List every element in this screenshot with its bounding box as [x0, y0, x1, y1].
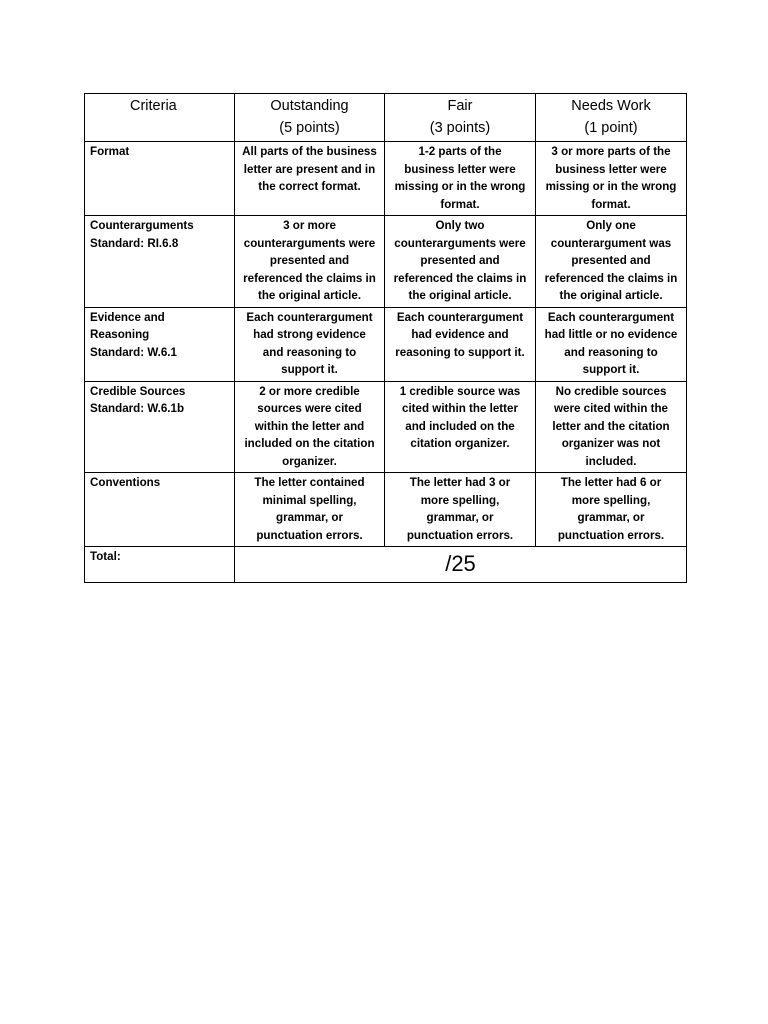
fair-text-line: missing or in the wrong [394, 180, 526, 193]
fair-text-line: Each counterargument [396, 310, 524, 324]
fair-text-line: 1-2 parts of the [418, 145, 502, 158]
needs-work-text-line: the original article. [559, 289, 663, 302]
needs-work-cell [536, 381, 687, 473]
needs-work-text-line: No credible sources [555, 384, 667, 398]
outstanding-text-line: and reasoning to [262, 345, 357, 359]
fair-text-line: citation organizer. [410, 437, 510, 450]
outstanding-text-line: organizer. [282, 454, 337, 468]
needs-work-text-line: organizer was not [561, 437, 661, 450]
outstanding-cell [235, 142, 385, 216]
fair-cell [385, 381, 536, 473]
needs-work-text-line: 3 or more parts of the [551, 145, 671, 158]
needs-work-text-line: were cited within the [553, 402, 669, 415]
criteria-text-line: Reasoning [90, 328, 150, 341]
fair-cell [385, 307, 536, 381]
total-label: Total: [85, 547, 235, 583]
fair-text-line: had evidence and [411, 328, 509, 341]
criteria-text-line: Format [90, 145, 130, 158]
outstanding-text-line: 3 or more [283, 219, 336, 232]
rubric-row [85, 307, 687, 381]
needs-work-cell [536, 473, 687, 547]
outstanding-text-line: sources were cited [257, 402, 362, 415]
needs-work-text-line: more spelling, [571, 493, 651, 507]
fair-text-line: presented and [420, 254, 500, 267]
fair-text-line: cited within the letter [402, 402, 518, 415]
outstanding-text-line: support it. [281, 363, 338, 376]
rubric-row [85, 473, 687, 547]
fair-text-line: counterarguments were [394, 236, 526, 250]
outstanding-text-line: the correct format. [258, 180, 361, 193]
needs-work-text-line: presented and [571, 254, 651, 267]
criteria-text-line: Credible Sources [90, 384, 186, 398]
fair-text-line: business letter were [404, 162, 516, 176]
header-outstanding: Outstanding (5 points) [235, 94, 385, 142]
needs-work-text-line: punctuation errors. [557, 528, 665, 542]
needs-work-text-line: missing or in the wrong [545, 180, 677, 193]
outstanding-text-line: punctuation errors. [256, 528, 363, 542]
needs-work-text-line: and reasoning to [564, 345, 658, 359]
outstanding-text-line: 2 or more credible [259, 384, 360, 398]
criteria-cell [85, 473, 235, 547]
fair-text-line: the original article. [408, 289, 512, 302]
criteria-cell [85, 216, 235, 308]
outstanding-text-line: Each counterargument [246, 310, 373, 324]
needs-work-cell [536, 216, 687, 308]
rubric-row [85, 216, 687, 308]
header-fair: Fair (3 points) [385, 94, 536, 142]
criteria-text-line: Counterarguments [90, 219, 194, 232]
needs-work-text-line: Only one [586, 219, 636, 232]
header-criteria: Criteria [85, 94, 235, 142]
needs-work-text-line: letter and the citation [552, 419, 670, 433]
criteria-text-line: Standard: RI.6.8 [90, 236, 179, 250]
outstanding-text-line: grammar, or [275, 511, 343, 524]
criteria-text-line: Standard: W.6.1 [90, 345, 177, 359]
fair-cell [385, 473, 536, 547]
fair-text-line: 1 credible source was [399, 384, 521, 398]
total-score: /25 [445, 551, 476, 576]
needs-work-cell [536, 142, 687, 216]
rubric-row [85, 381, 687, 473]
outstanding-text-line: counterarguments were [243, 236, 376, 250]
needs-work-text-line: counterargument was [550, 236, 672, 250]
rubric-table [84, 93, 687, 583]
outstanding-cell [235, 473, 385, 547]
criteria-cell [85, 142, 235, 216]
fair-cell [385, 142, 536, 216]
criteria-cell [85, 381, 235, 473]
header-needs-work: Needs Work (1 point) [536, 94, 687, 142]
fair-text-line: punctuation errors. [406, 528, 514, 542]
outstanding-cell [235, 307, 385, 381]
fair-text-line: Only two [435, 219, 485, 232]
criteria-text-line: Standard: W.6.1b [90, 402, 185, 415]
outstanding-cell [235, 381, 385, 473]
outstanding-text-line: All parts of the business [242, 145, 377, 158]
needs-work-text-line: Each counterargument [547, 310, 675, 324]
needs-work-text-line: had little or no evidence [544, 328, 678, 341]
criteria-text-line: Evidence and [90, 310, 165, 324]
needs-work-text-line: support it. [582, 363, 640, 376]
needs-work-text-line: grammar, or [577, 511, 645, 524]
fair-text-line: format. [440, 197, 480, 211]
total-row [85, 547, 687, 583]
needs-work-text-line: format. [591, 197, 631, 211]
outstanding-text-line: had strong evidence [253, 328, 366, 341]
outstanding-text-line: referenced the claims in [243, 271, 376, 285]
fair-text-line: and included on the [405, 419, 515, 433]
needs-work-cell [536, 307, 687, 381]
outstanding-text-line: letter are present and in [243, 162, 376, 176]
needs-work-text-line: included. [585, 454, 637, 468]
fair-text-line: reasoning to support it. [395, 345, 525, 359]
outstanding-text-line: the original article. [257, 289, 362, 302]
criteria-cell [85, 307, 235, 381]
header-row [85, 94, 687, 142]
needs-work-text-line: business letter were [555, 162, 667, 176]
fair-text-line: grammar, or [426, 511, 494, 524]
needs-work-text-line: referenced the claims in [544, 271, 678, 285]
fair-text-line: more spelling, [420, 493, 500, 507]
fair-text-line: referenced the claims in [393, 271, 527, 285]
criteria-text-line: Conventions [90, 476, 161, 489]
outstanding-text-line: presented and [269, 254, 350, 267]
rubric-row [85, 142, 687, 216]
outstanding-cell [235, 216, 385, 308]
outstanding-text-line: included on the citation [244, 437, 375, 450]
outstanding-text-line: The letter contained [254, 476, 365, 489]
outstanding-text-line: within the letter and [254, 419, 365, 433]
outstanding-text-line: minimal spelling, [262, 493, 357, 507]
needs-work-text-line: The letter had 6 or [560, 476, 662, 489]
fair-text-line: The letter had 3 or [409, 476, 511, 489]
total-score-cell [235, 547, 687, 583]
fair-cell [385, 216, 536, 308]
